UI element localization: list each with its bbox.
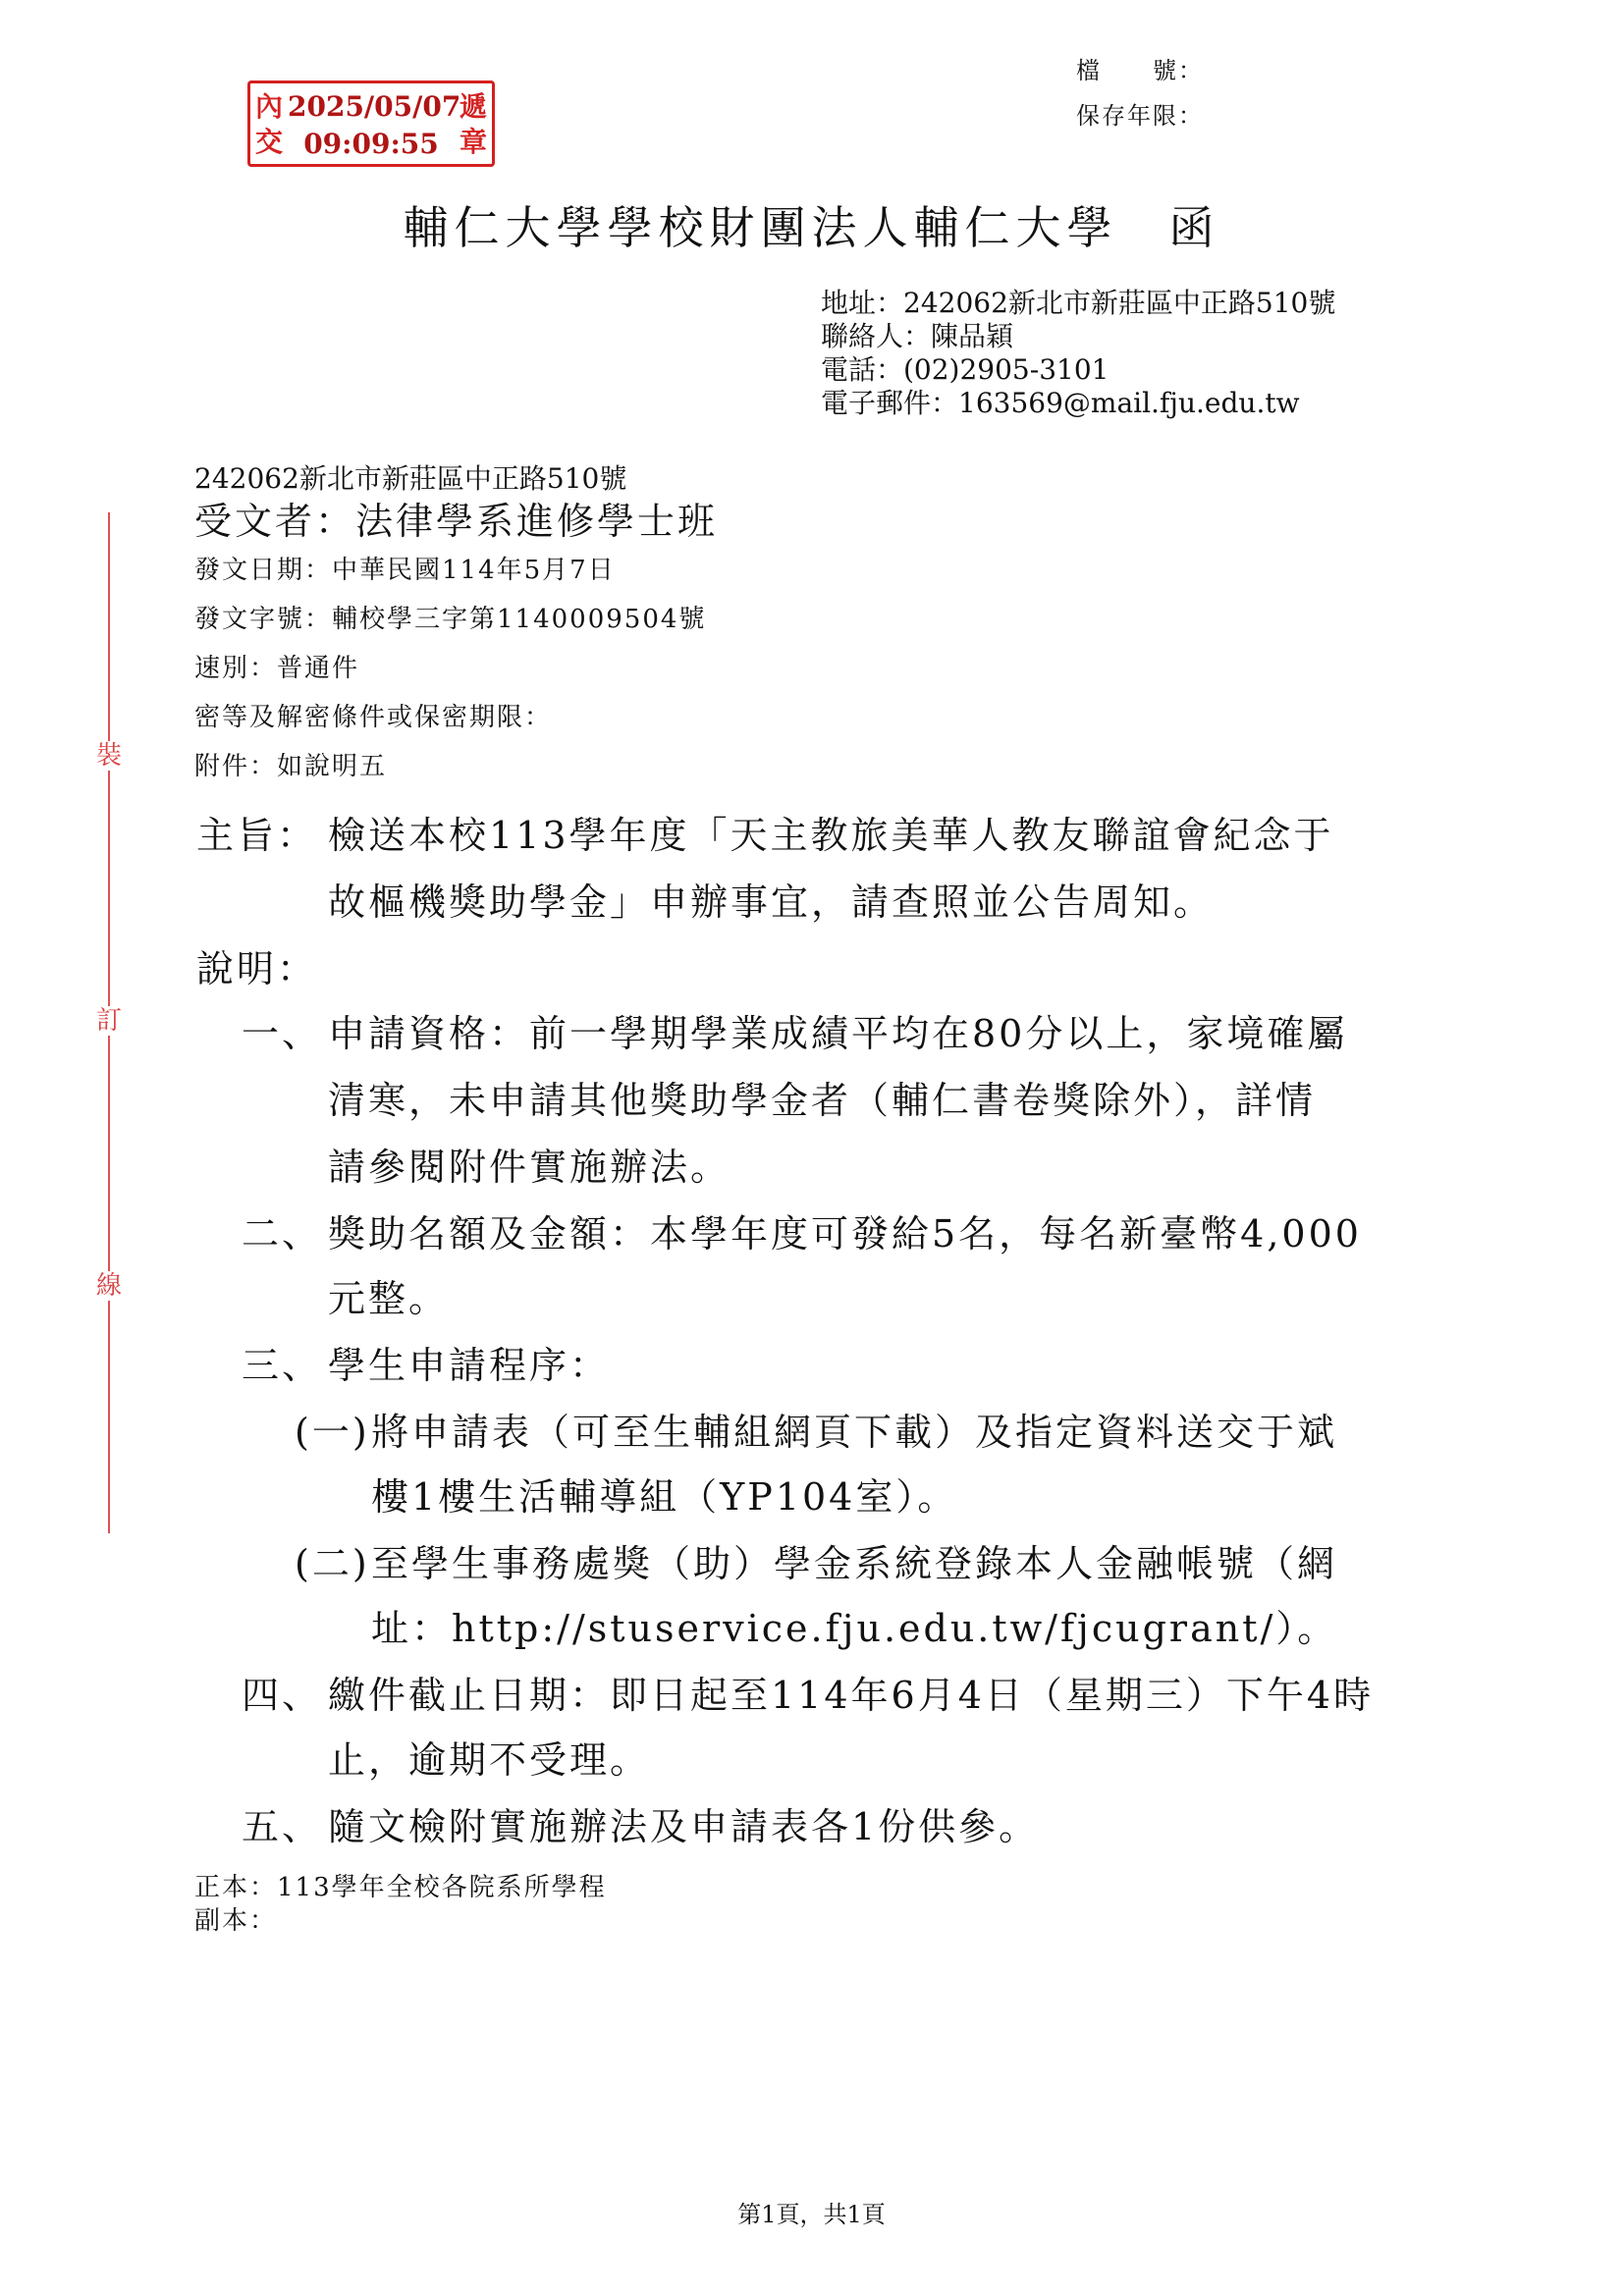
stamp-date: 2025/05/07: [288, 90, 461, 123]
delivery-speed: 速別：普通件: [194, 654, 360, 683]
retention-period-label: 保存年限：: [1076, 102, 1204, 130]
item-1-line-3: 請參閱附件實施辦法。: [328, 1146, 731, 1189]
item-3-line-1: 學生申請程序：: [328, 1344, 611, 1387]
original-recipients: 正本：113學年全校各院系所學程: [194, 1873, 607, 1902]
item-1-line-2: 清寒，未申請其他獎助學金者（輔仁書卷獎除外），詳情: [328, 1079, 1317, 1122]
margin-mark-line: 線: [95, 1271, 122, 1301]
recipient-address: 242062新北市新莊區中正路510號: [194, 462, 627, 495]
document-title: 輔仁大學學校財團法人輔仁大學 函: [403, 201, 1220, 254]
item-number: 一、: [242, 1012, 323, 1055]
page-number: 第1頁，共1頁: [737, 2201, 886, 2228]
margin-mark-staple: 訂: [95, 1006, 122, 1036]
margin-mark-bind: 裝: [95, 741, 122, 771]
issue-date: 發文日期：中華民國114年5月7日: [194, 556, 616, 585]
subitem-1-line-1: 將申請表（可至生輔組網頁下載）及指定資料送交于斌: [371, 1411, 1338, 1454]
sender-address: 地址：242062新北市新莊區中正路510號: [821, 287, 1336, 319]
subject-label: 主旨：: [196, 814, 318, 857]
subitem-number: (二): [295, 1542, 370, 1585]
receipt-stamp: [247, 80, 495, 167]
item-5-line-1: 隨文檢附實施辦法及申請表各1份供參。: [328, 1805, 1040, 1848]
item-4-line-1: 繳件截止日期：即日起至114年6月4日（星期三）下午4時: [328, 1674, 1375, 1717]
subject-line-1: 檢送本校113學年度「天主教旅美華人教友聯誼會紀念于: [328, 814, 1334, 857]
item-2-line-1: 獎助名額及金額：本學年度可發給5名，每名新臺幣4,000: [328, 1212, 1362, 1255]
item-4-line-2: 止，逾期不受理。: [328, 1738, 651, 1782]
subitem-2-line-2: 址：http://stuservice.fju.edu.tw/fjcugrant/）。: [371, 1607, 1338, 1650]
subitem-number: (一): [295, 1411, 370, 1454]
item-number: 五、: [242, 1805, 323, 1848]
stamp-right-chars: 遞章: [459, 90, 487, 158]
secrecy-level: 密等及解密條件或保密期限：: [194, 703, 553, 732]
item-number: 二、: [242, 1212, 323, 1255]
item-number: 四、: [242, 1674, 323, 1717]
copy-recipients: 副本：: [194, 1906, 278, 1936]
recipient-name: 受文者：法律學系進修學士班: [194, 500, 719, 543]
sender-email: 電子郵件：163569@mail.fju.edu.tw: [821, 387, 1300, 419]
sender-contact-person: 聯絡人：陳品穎: [821, 320, 1014, 352]
item-number: 三、: [242, 1344, 323, 1387]
subject-line-2: 故樞機獎助學金」申辦事宜，請查照並公告周知。: [328, 881, 1215, 924]
file-number-label: 檔 號：: [1076, 57, 1204, 84]
subitem-2-line-1: 至學生事務處獎（助）學金系統登錄本人金融帳號（網: [371, 1542, 1338, 1585]
sender-phone: 電話：(02)2905-3101: [821, 353, 1109, 386]
subitem-1-line-2: 樓1樓生活輔導組（YP104室）。: [371, 1475, 958, 1519]
stamp-left-chars: 內交: [254, 90, 283, 158]
explanation-label: 說明：: [196, 947, 318, 990]
item-2-line-2: 元整。: [328, 1277, 450, 1320]
attachment-info: 附件：如說明五: [194, 752, 388, 781]
stamp-time: 09:09:55: [303, 128, 439, 160]
item-1-line-1: 申請資格：前一學期學業成績平均在80分以上，家境確屬: [328, 1012, 1348, 1055]
document-number: 發文字號：輔校學三字第1140009504號: [194, 605, 707, 634]
